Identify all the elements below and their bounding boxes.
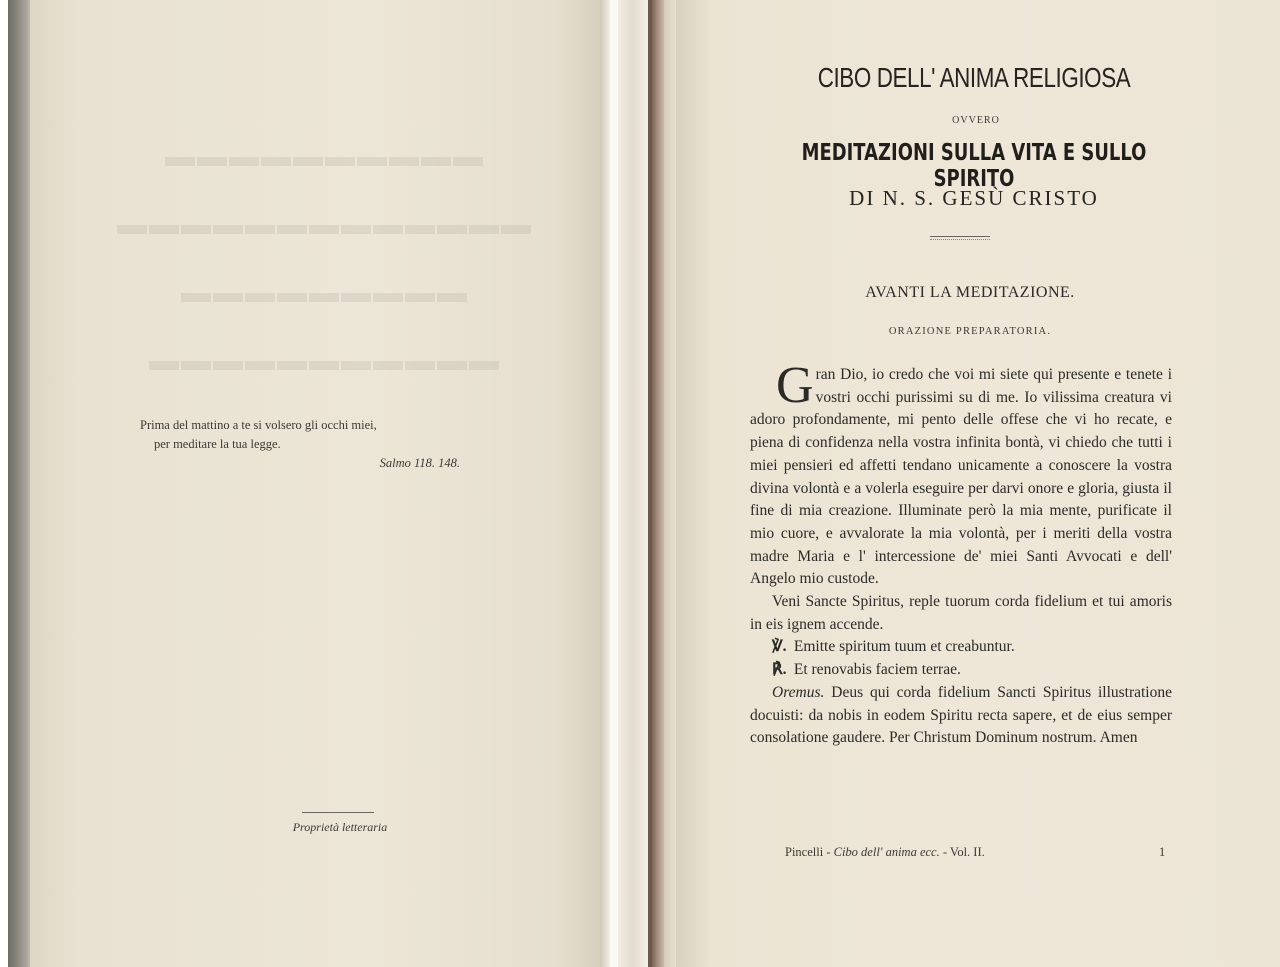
drop-cap: G: [776, 357, 814, 414]
versicle-line: [750, 636, 1172, 659]
oremus-text: Deus qui corda fidelium Sancti Spiritus illustratione docuisti: da nobis in eodem Spiritu recta sapere, et de eius semper consolatione gaudere. Per Christum Dominum nostrum. Amen: [750, 683, 1172, 747]
oremus-label: Oremus.: [772, 683, 825, 701]
page-number: 1: [1159, 845, 1166, 859]
response-text: Et renovabis faciem terrae.: [793, 661, 961, 679]
page-footer: [785, 845, 1175, 860]
prayer-paragraph-1-text: ran Dio, io credo che voi mi siete qui presente e tenete i vostri occhi purissimi su di me. Io vilissima creatura vi adoro profondamente, mi pento delle offese che vi ho recate, e piena di confidenza nella vostra infinita bontà, vi chiedo che tutti i miei pensieri ed affetti tendano unicamente a conoscere la vostra divina volontà e a volerla eseguire per darvi onore e gloria, giusta il fine di mia creazione. Illuminate però la mia mente, purificate il mio cuore, e avvalorate la mia volontà, per i meriti della vostra madre Maria e l' intercessione de' miei Santi Avvocati e dell' Angelo mio custode.: [750, 366, 1172, 588]
show-through-print: ▬▬▬▬▬▬▬▬▬▬ ▬▬▬▬▬▬▬▬▬▬▬▬▬ ▬▬▬▬▬▬▬▬▬ ▬▬▬▬▬▬▬▬▬▬▬: [117, 140, 533, 377]
epigraph-line-1: Prima del mattino a te si volsero gli occhi miei,: [140, 418, 377, 432]
oremus-paragraph: [750, 682, 1172, 750]
book-subtitle-2: DI N. S. GESÙ CRISTO: [849, 186, 1099, 210]
imprint-text: Proprietà letteraria: [292, 820, 388, 834]
prayer-paragraph-2: Veni Sancte Spiritus, reple tuorum corda fidelium et tui amoris in eis ignem accende.: [750, 593, 1172, 633]
versicle-text: Emitte spiritum tuum et creabuntur.: [793, 638, 1015, 656]
epigraph: [140, 416, 460, 473]
book-spine-gutter: [600, 0, 676, 967]
prayer-paragraph-1: [750, 357, 1172, 591]
title-connector: OVVERO: [952, 115, 1000, 126]
section-subtitle: ORAZIONE PREPARATORIA.: [888, 326, 1052, 337]
epigraph-line-2: per meditare la tua legge.: [154, 437, 281, 451]
response-symbol: ℟.: [772, 661, 787, 679]
footer-author: Pincelli -: [785, 845, 831, 859]
epigraph-citation: Salmo 118. 148.: [379, 456, 460, 470]
imprint-rule: [302, 812, 374, 813]
footer-volume: - Vol. II.: [942, 845, 985, 859]
footer-work: Cibo dell' anima ecc.: [833, 845, 940, 859]
book-subtitle: MEDITAZIONI SULLA VITA E SULLO SPIRITO: [801, 140, 1147, 192]
section-title: AVANTI LA MEDITAZIONE.: [865, 284, 1075, 301]
book-title: CIBO DELL' ANIMA RELIGIOSA: [817, 62, 1131, 93]
ornament-divider: [930, 236, 990, 240]
response-line: [750, 659, 1172, 682]
versicle-symbol: ℣.: [772, 638, 787, 656]
prayer-text: [750, 357, 1172, 750]
